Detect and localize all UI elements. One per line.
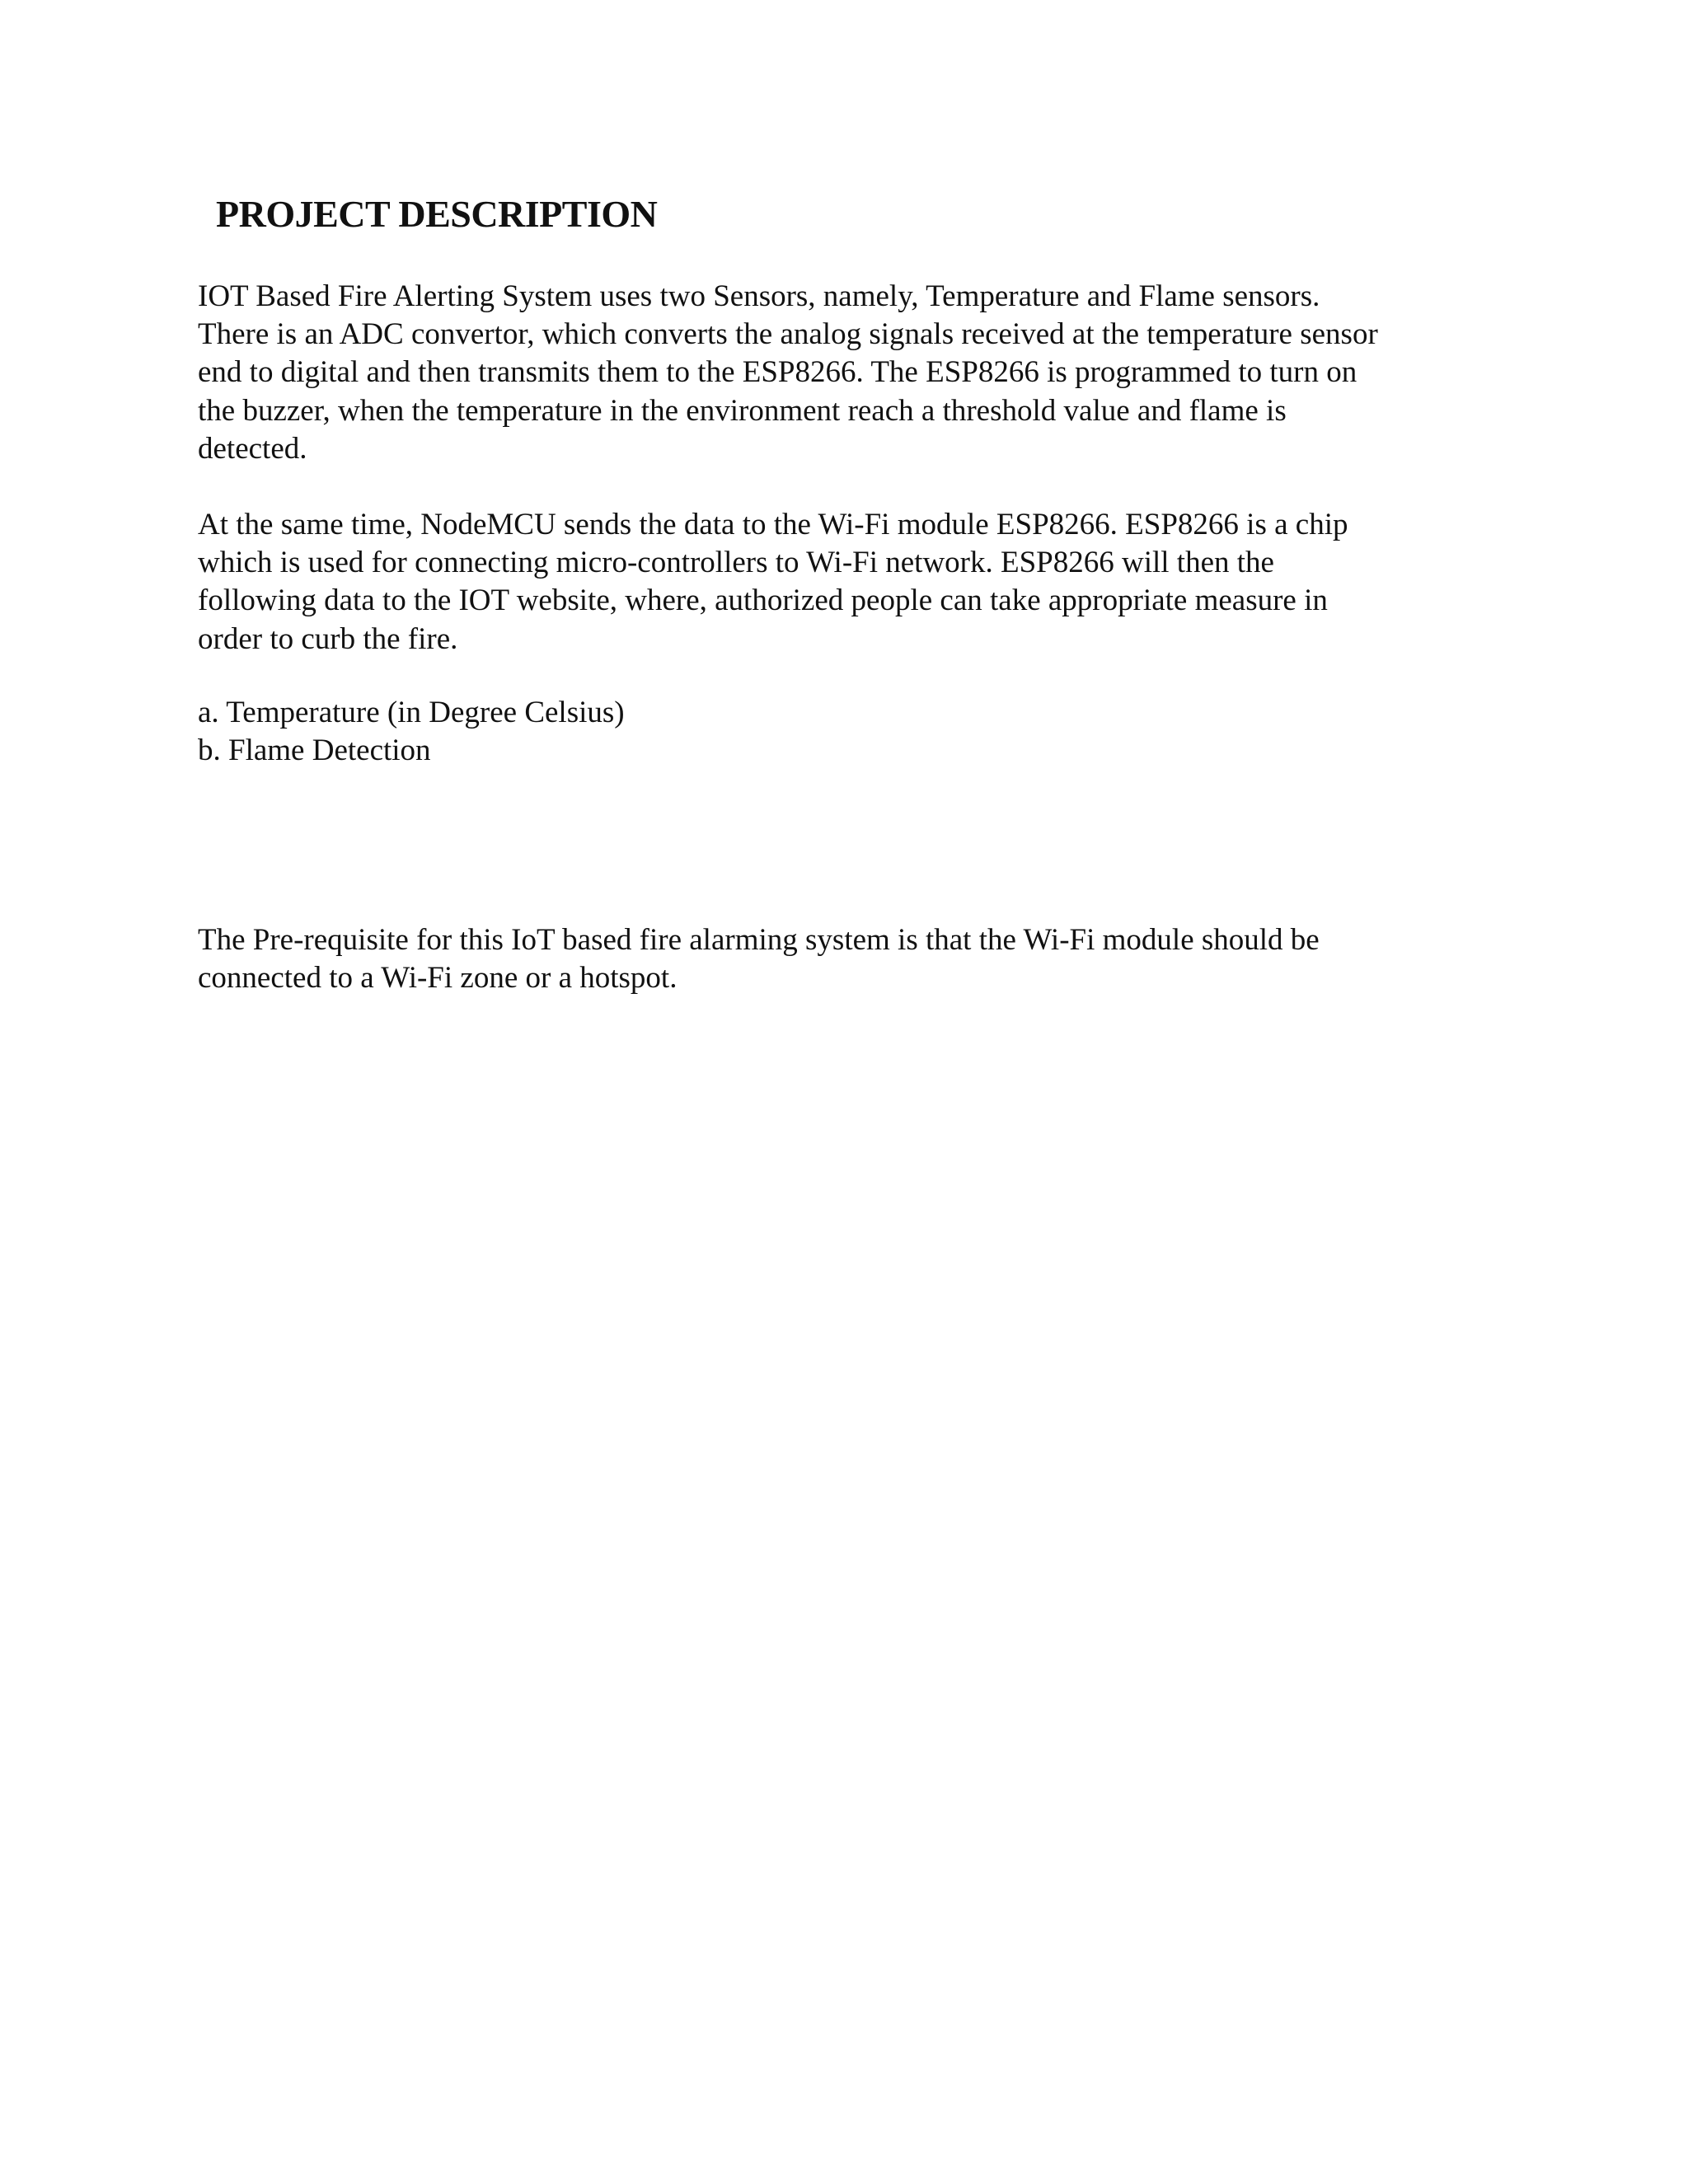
paragraph-line: There is an ADC convertor, which converts the analog signals received at the temperature sensor bbox=[198, 317, 1378, 352]
paragraph-line: IOT Based Fire Alerting System uses two Sensors, namely, Temperature and Flame sensors. bbox=[198, 279, 1320, 313]
page-title: PROJECT DESCRIPTION bbox=[216, 193, 658, 235]
paragraph-line: At the same time, NodeMCU sends the data to the Wi-Fi module ESP8266. ESP8266 is a chip bbox=[198, 508, 1348, 541]
list-item: a. Temperature (in Degree Celsius) bbox=[198, 696, 625, 729]
paragraph-line: following data to the IOT website, where, authorized people can take appropriate measure in bbox=[198, 583, 1328, 618]
data-list bbox=[198, 694, 625, 770]
paragraph-line: detected. bbox=[198, 431, 307, 466]
list-item: b. Flame Detection bbox=[198, 733, 431, 768]
paragraph-line: end to digital and then transmits them to the ESP8266. The ESP8266 is programmed to turn on bbox=[198, 355, 1357, 390]
paragraph-nodemcu bbox=[198, 506, 1348, 658]
paragraph-line: order to curb the fire. bbox=[198, 621, 458, 656]
paragraph-prerequisite bbox=[198, 921, 1320, 997]
paragraph-line: connected to a Wi-Fi zone or a hotspot. bbox=[198, 961, 678, 996]
paragraph-line: the buzzer, when the temperature in the environment reach a threshold value and flame is bbox=[198, 393, 1287, 428]
paragraph-intro bbox=[198, 278, 1378, 468]
paragraph-line: The Pre-requisite for this IoT based fire alarming system is that the Wi-Fi module should be bbox=[198, 923, 1320, 957]
paragraph-line: which is used for connecting micro-controllers to Wi-Fi network. ESP8266 will then the bbox=[198, 546, 1274, 580]
